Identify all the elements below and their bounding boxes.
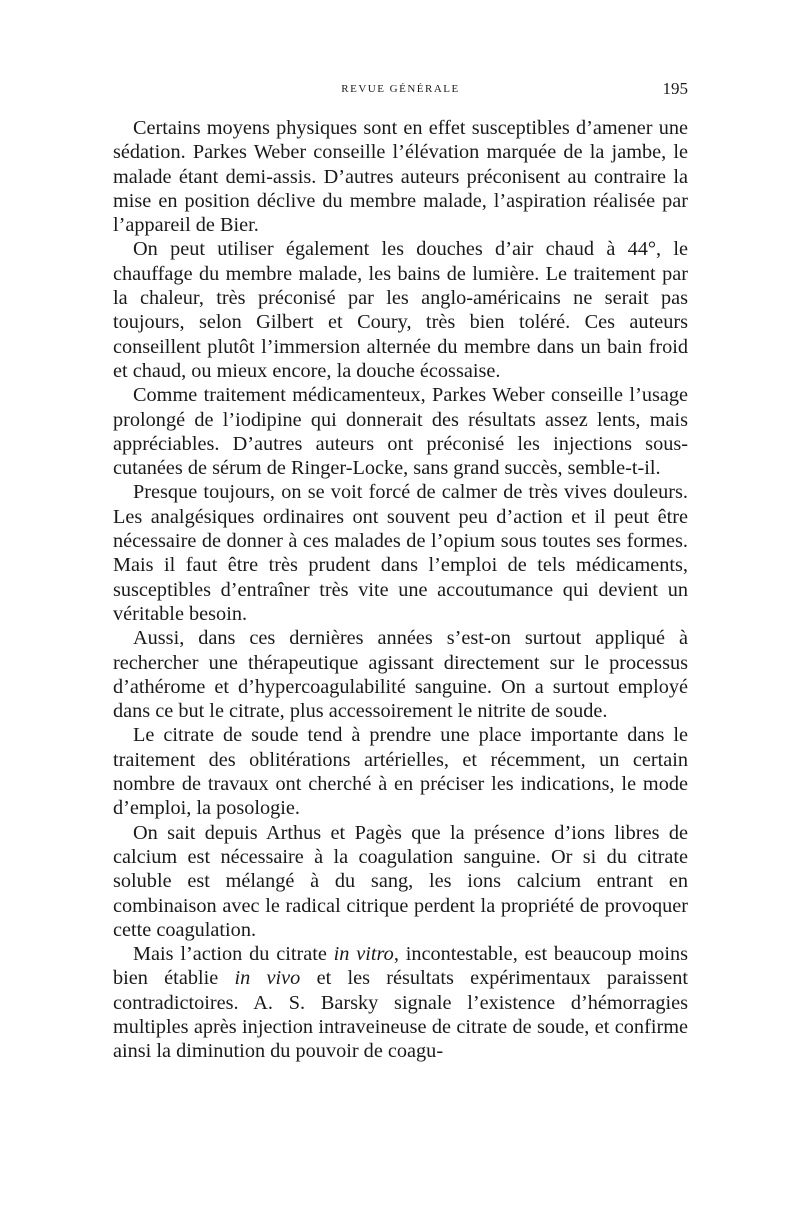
page-header [113,80,688,102]
page-number: 195 [662,79,688,98]
italic-term: in vivo [234,967,301,990]
paragraph: On sait depuis Arthus et Pagès que la présence d’ions libres de calcium est nécessaire à la coagulation sanguine. Or si du citrate soluble est mélangé à du sang, les ions calcium entrant en combinaison avec le radical citrique perdent la propriété de provoquer cette coagulation. [113,821,688,941]
paragraph-last [113,942,688,1063]
italic-term: in vitro [333,943,394,966]
text-run: Mais l’action du citrate [133,943,334,966]
paragraph: Presque toujours, on se voit forcé de calmer de très vives douleurs. Les analgésiques ordinaires ont souvent peu d’action et il peut être nécessaire de donner à ces malades de l’opium sous toutes ses formes. Mais il faut être très prudent dans l’emploi de tels médicaments, susceptibles d’entraîner très vite une accoutumance qui devient un véritable besoin. [113,481,688,625]
paragraph: Aussi, dans ces dernières années s’est-on surtout appliqué à rechercher une thérapeutique agissant directement sur le processus d’athérome et d’hypercoagulabilité sanguine. On a surtout employé dans ce but le citrate, plus accessoirement le nitrite de soude. [113,627,688,723]
paragraph: On peut utiliser également les douches d’air chaud à 44°, le chauffage du membre malade, les bains de lumière. Le traitement par la chaleur, très préconisé par les anglo-américains ne serait pas toujours, selon Gilbert et Coury, très bien toléré. Ces auteurs conseillent plutôt l’immersion alternée du membre dans un bain froid et chaud, ou mieux encore, la douche écossaise. [113,238,688,382]
text-run: et les résultats expérimentaux paraissent contradictoires. A. S. Barsky signale l’existence d’hémorragies multiples après injection intraveineuse de citrate de soude, et confirme ainsi la diminution du pouvoir de coagu- [113,967,689,1063]
text-run: , incontestable, est beaucoup moins bien établie [113,943,688,990]
paragraph: Comme traitement médicamenteux, Parkes Weber conseille l’usage prolongé de l’iodipine qui donnerait des résultats assez lents, mais appréciables. D’autres auteurs ont préconisé les injections sous-cutanées de sérum de Ringer-Locke, sans grand succès, semble-t-il. [113,384,688,480]
running-head: REVUE GÉNÉRALE [341,83,460,95]
paragraph: Le citrate de soude tend à prendre une place importante dans le traitement des oblitérations artérielles, et récemment, un certain nombre de travaux ont cherché à en préciser les indications, le mode d’emploi, la posologie. [113,724,688,820]
paragraph: Certains moyens physiques sont en effet susceptibles d’amener une sédation. Parkes Weber conseille l’élévation marquée de la jambe, le malade étant demi-assis. D’autres auteurs préconisent au contraire la mise en position déclive du membre malade, l’aspiration réalisée par l’appareil de Bier. [113,117,688,237]
body-text [113,116,688,1064]
